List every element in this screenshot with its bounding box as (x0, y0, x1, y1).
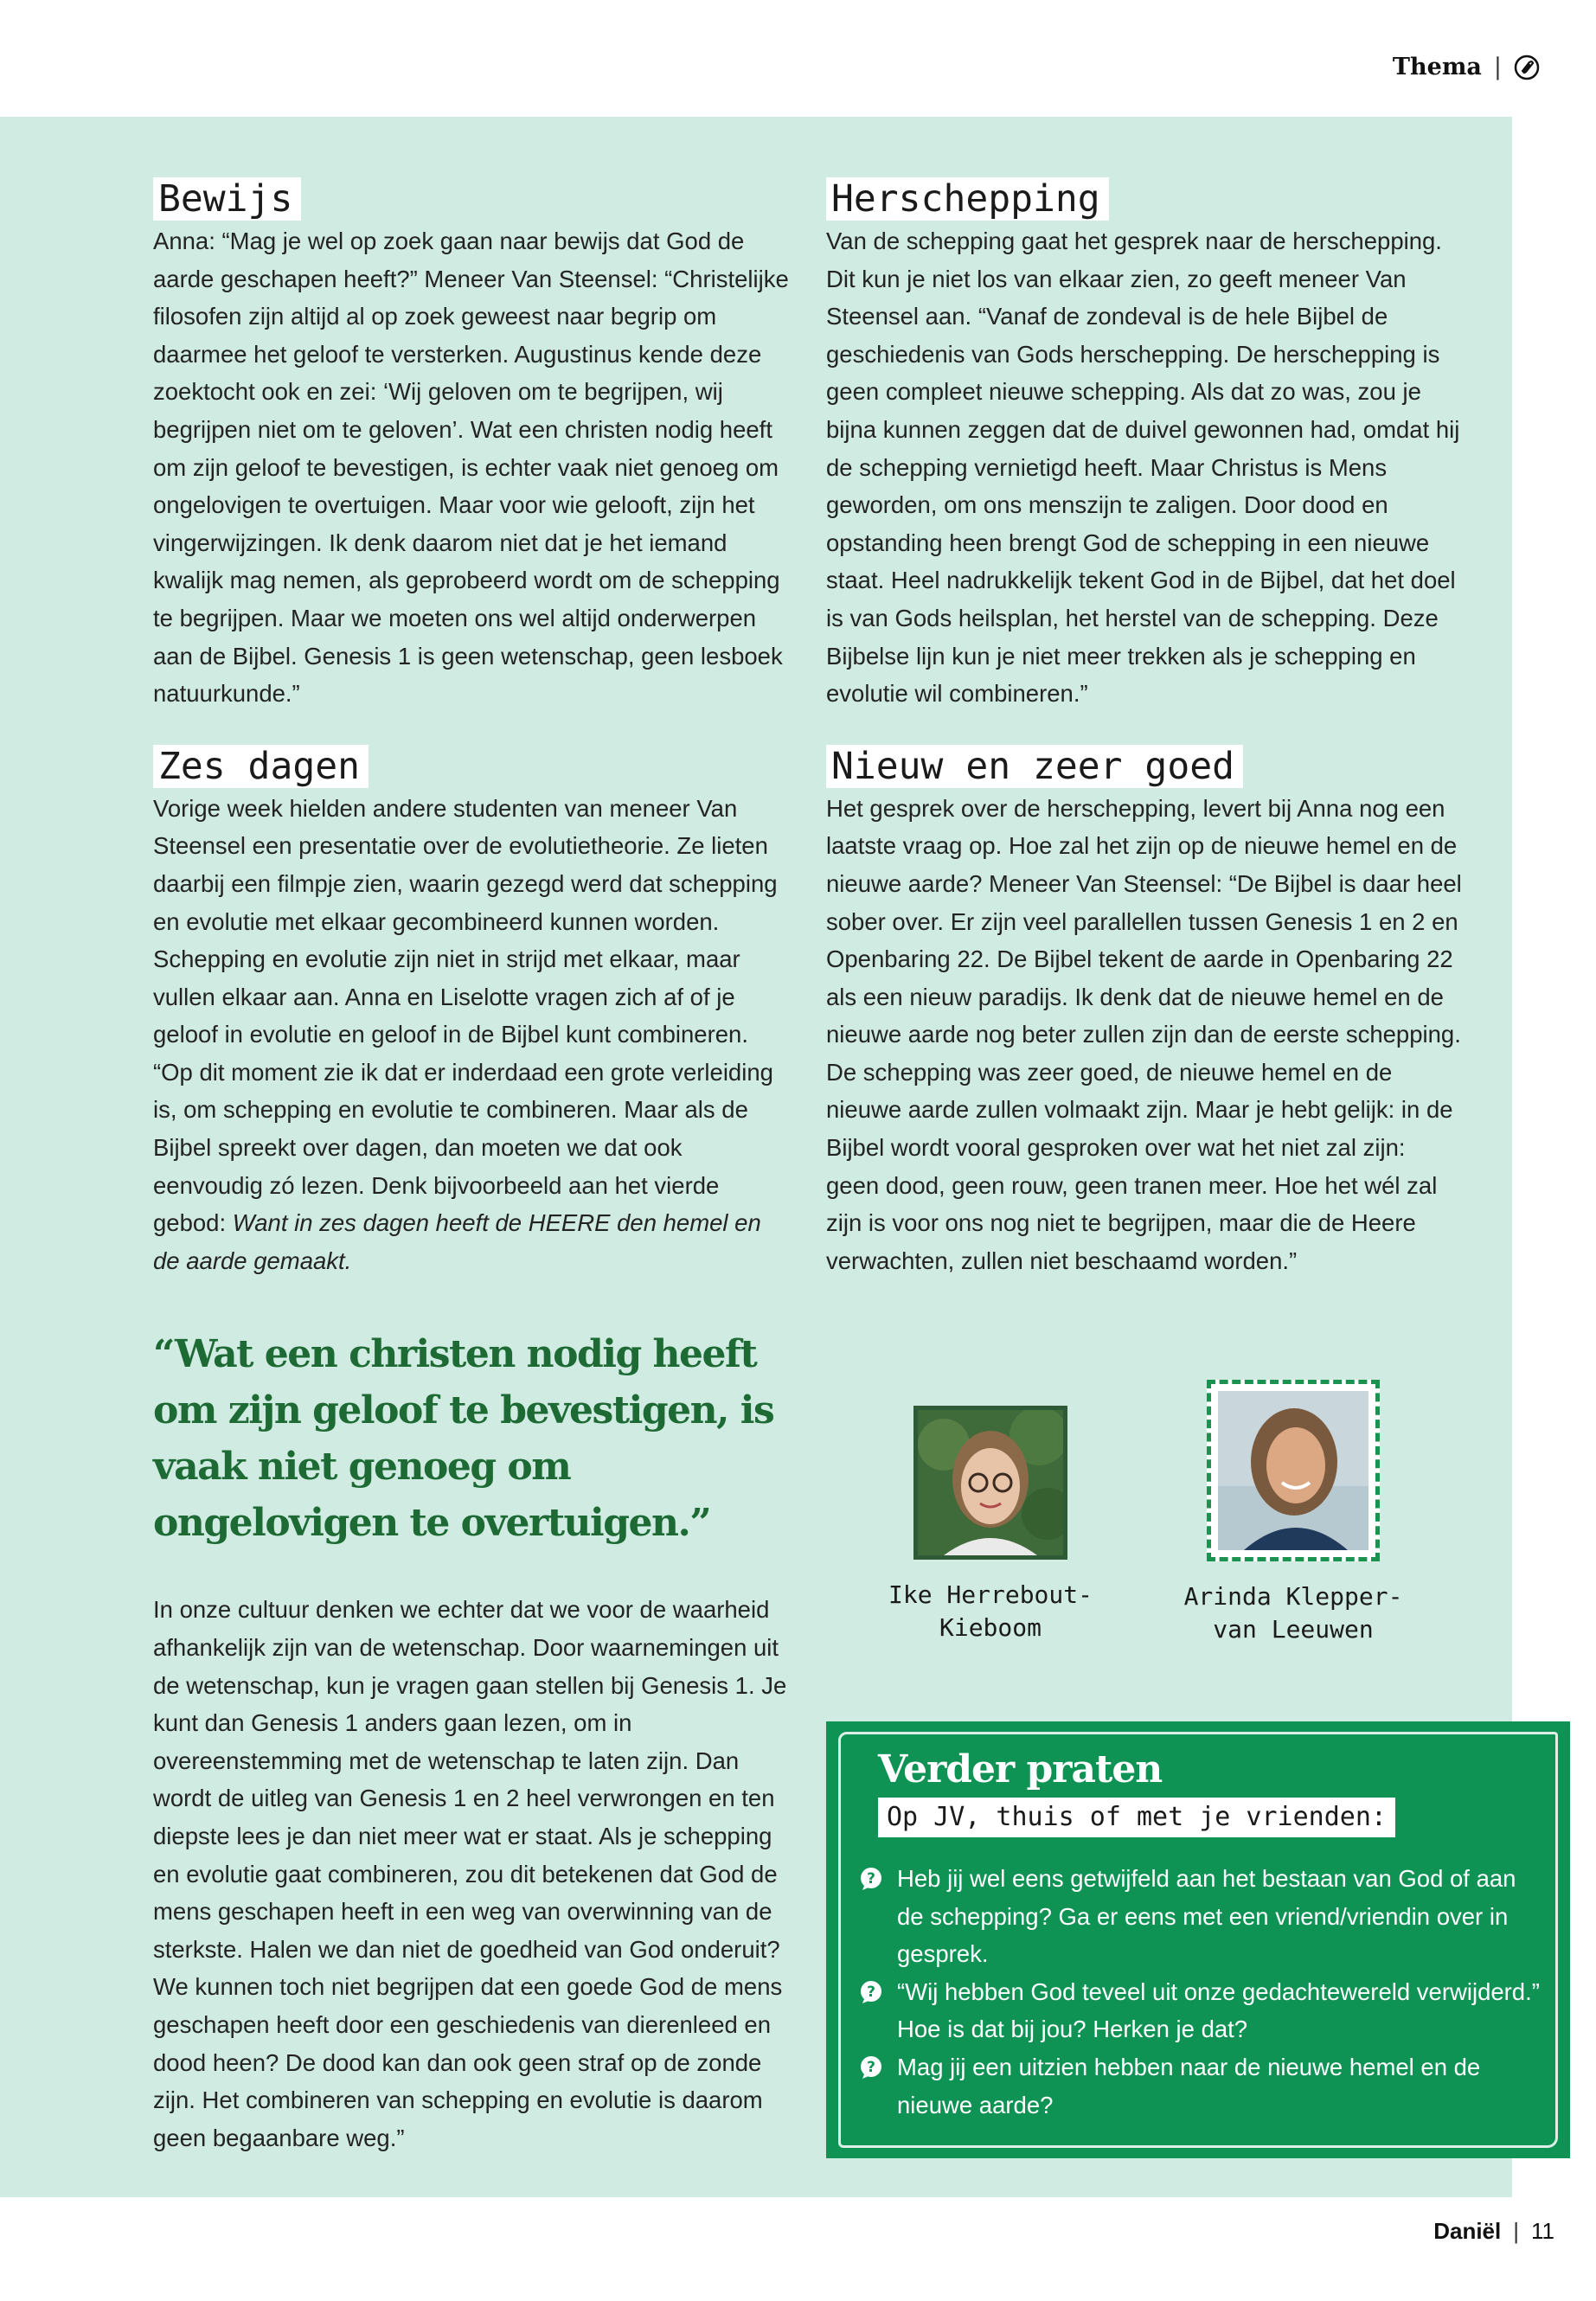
nieuw-text: Het gesprek over de herschepping, levert bij Anna nog een laatste vraag op. Hoe zal het zijn op de nieuwe hemel en de nieuwe aarde? Meneer Van Steensel: “De Bijbel is daar heel sober over. Er zijn veel parallellen tussen Genesis 1 en 2 en Openbaring 22. De Bijbel tekent de aarde in Openbaring 22 als een nieuw paradijs. Ik denk dat de nieuwe hemel en de nieuwe aarde nog beter zullen zijn dan de eerste schepping. De schepping was zeer goed, de nieuwe hemel en de nieuwe aarde zullen volmaakt zijn. Maar je hebt gelijk: in de Bijbel wordt vooral gesproken over wat het niet zal zijn: geen dood, geen rouw, geen tranen meer. Hoe het wél zal zijn is voor ons nog niet te begrijpen, maar die de Heere verwachten, zullen niet beschaamd worden.” (826, 794, 1462, 1274)
bewijs-text: Anna: “Mag je wel op zoek gaan naar bewijs dat God de aarde geschapen heeft?” Meneer Van Steensel: “Christelijke filosofen zijn altijd al op zoek geweest naar begrip om daarmee het geloof te versterken. Augustinus kende deze zoektocht ook en zei: ‘Wij geloven om te begrijpen, wij begrijpen niet om te geloven’. Wat een christen nodig heeft om zijn geloof te bevestigen, is echter vaak niet genoeg om ongelovigen te overtuigen. Maar voor wie gelooft, zijn het vingerwijzingen. Ik denk daarom niet dat je het iemand kwalijk mag nemen, als geprobeerd wordt om de schepping te begrijpen. Maar we moeten ons wel altijd onderwerpen aan de Bijbel. Genesis 1 is geen wetenschap, geen lesboek natuurkunde.” (153, 228, 789, 708)
question-text: Mag jij een uitzien hebben naar de nieuwe hemel en de nieuwe aarde? (897, 2053, 1481, 2118)
caption-arinda (1176, 1580, 1410, 1646)
portrait-arinda-image (1218, 1391, 1368, 1550)
page-header (1393, 54, 1540, 80)
question-item (859, 1860, 1542, 1973)
heading-bewijs: Bewijs (153, 177, 301, 221)
question-bubble-icon (859, 2055, 883, 2080)
svg-text:?: ? (867, 2058, 875, 2076)
section-herschepping (826, 177, 1462, 713)
question-bubble-icon (859, 1867, 883, 1891)
question-list (859, 1860, 1542, 2124)
right-column (826, 177, 1462, 1311)
heading-nieuw: Nieuw en zeer goed (826, 745, 1243, 788)
zes-dagen-text (153, 790, 789, 1280)
page-footer (1433, 2218, 1554, 2245)
footer-separator: | (1513, 2218, 1519, 2244)
header-separator: | (1493, 54, 1502, 80)
caption-ike (878, 1579, 1103, 1644)
section-zes-dagen (153, 745, 789, 1280)
discussion-title: Verder praten (878, 1747, 1163, 1791)
paperclip-icon (1514, 54, 1540, 80)
section-nieuw (826, 745, 1462, 1280)
section-label: Thema (1392, 54, 1482, 80)
question-bubble-icon (859, 1980, 883, 2004)
question-item (859, 1973, 1542, 2048)
section-bewijs (153, 177, 789, 713)
discussion-subtitle: Op JV, thuis of met je vrienden: (878, 1798, 1395, 1837)
question-item (859, 2048, 1542, 2124)
closing-text: In onze cultuur denken we echter dat we voor de waarheid afhankelijk zijn van de wetenschap. Door waarnemingen uit de wetenschap, kun je vragen gaan stellen bij Genesis 1. Je kunt dan Genesis 1 anders gaan lezen, om in overeenstemming met de wetenschap te laten zijn. Dan wordt de uitleg van Genesis 1 en 2 heel verwrongen en ten diepste lees je dan niet meer wat er staat. Als je schepping en evolutie gaat combineren, zou dit betekenen dat God de mens geschapen heeft in een weg van overwinning van de sterkste. Halen we dan niet de goedheid van God onderuit? We kunnen toch niet begrijpen dat een goede God de mens geschapen heeft door een geschiedenis van dierenleed en dood heen? De dood kan dan ook geen straf op de zonde zijn. Het combineren van schepping en evolutie is daarom geen begaanbare weg.” (153, 1596, 787, 2151)
left-column (153, 177, 789, 2157)
discussion-box (826, 1721, 1570, 2158)
question-text: “Wij hebben God teveel uit onze gedachtewereld verwijderd.” Hoe is dat bij jou? Herken je dat? (897, 1977, 1540, 2043)
pull-quote: “Wat een christen nodig heeft om zijn geloof te bevestigen, is vaak niet genoeg om ongelovigen te overtuigen.” (153, 1332, 774, 1546)
question-text: Heb jij wel eens getwijfeld aan het bestaan van God of aan de schepping? Ga er eens met een vriend/vriendin over in gesprek. (897, 1865, 1516, 1968)
person-ike (878, 1406, 1103, 1644)
herschepping-text: Van de schepping gaat het gesprek naar de herschepping. Dit kun je niet los van elkaar zien, zo geeft meneer Van Steensel aan. “Vanaf de zondeval is de hele Bijbel de geschiedenis van Gods herschepping. De herschepping is geen compleet nieuwe schepping. Als dat zo was, zou je bijna kunnen zeggen dat de duivel gewonnen had, omdat hij de schepping vernietigd heeft. Maar Christus is Mens geworden, om ons menszijn te zaligen. Door dood en opstanding heen brengt God de schepping in een nieuwe staat. Heel nadrukkelijk tekent God in de Bijbel, dat het doel is van Gods heilsplan, het herstel van de schepping. Deze Bijbelse lijn kun je niet meer trekken als je schepping en evolutie wil combineren.” (826, 228, 1460, 708)
caption-ike-line1: Ike Herrebout- (888, 1580, 1093, 1609)
svg-text:?: ? (867, 1983, 875, 2001)
caption-ike-line2: Kieboom (939, 1613, 1042, 1642)
caption-arinda-line2: van Leeuwen (1213, 1615, 1374, 1644)
caption-arinda-line1: Arinda Klepper- (1183, 1582, 1403, 1611)
svg-text:?: ? (867, 1870, 875, 1888)
photo-arinda (1207, 1380, 1380, 1561)
zes-dagen-italic: Want in zes dagen heeft de HEERE den hemel en de aarde gemaakt. (153, 1209, 761, 1274)
person-arinda (1176, 1380, 1410, 1646)
heading-herschepping: Herschepping (826, 177, 1109, 221)
page-number: 11 (1531, 2218, 1554, 2244)
zes-dagen-body: Vorige week hielden andere studenten van meneer Van Steensel een presentatie over de evolutietheorie. Ze lieten daarbij een filmpje zien, waarin gezegd werd dat schepping en evolutie met elkaar gecombineerd kunnen worden. Schepping en evolutie zijn niet in strijd met elkaar, maar vullen elkaar aan. Anna en Liselotte vragen zich af of je geloof in evolutie en geloof in de Bijbel kunt combineren. “Op dit moment zie ik dat er inderdaad een grote verleiding is, om schepping en evolutie te combineren. Maar als de Bijbel spreekt over dagen, dan moeten we dat ook eenvoudig zó lezen. Denk bijvoorbeeld aan het vierde gebod: (153, 794, 778, 1237)
magazine-name: Daniël (1433, 2218, 1502, 2244)
author-photos (826, 1371, 1462, 1682)
portrait-ike-image (918, 1410, 1063, 1555)
photo-ike (913, 1406, 1067, 1560)
heading-zes-dagen: Zes dagen (153, 745, 369, 788)
